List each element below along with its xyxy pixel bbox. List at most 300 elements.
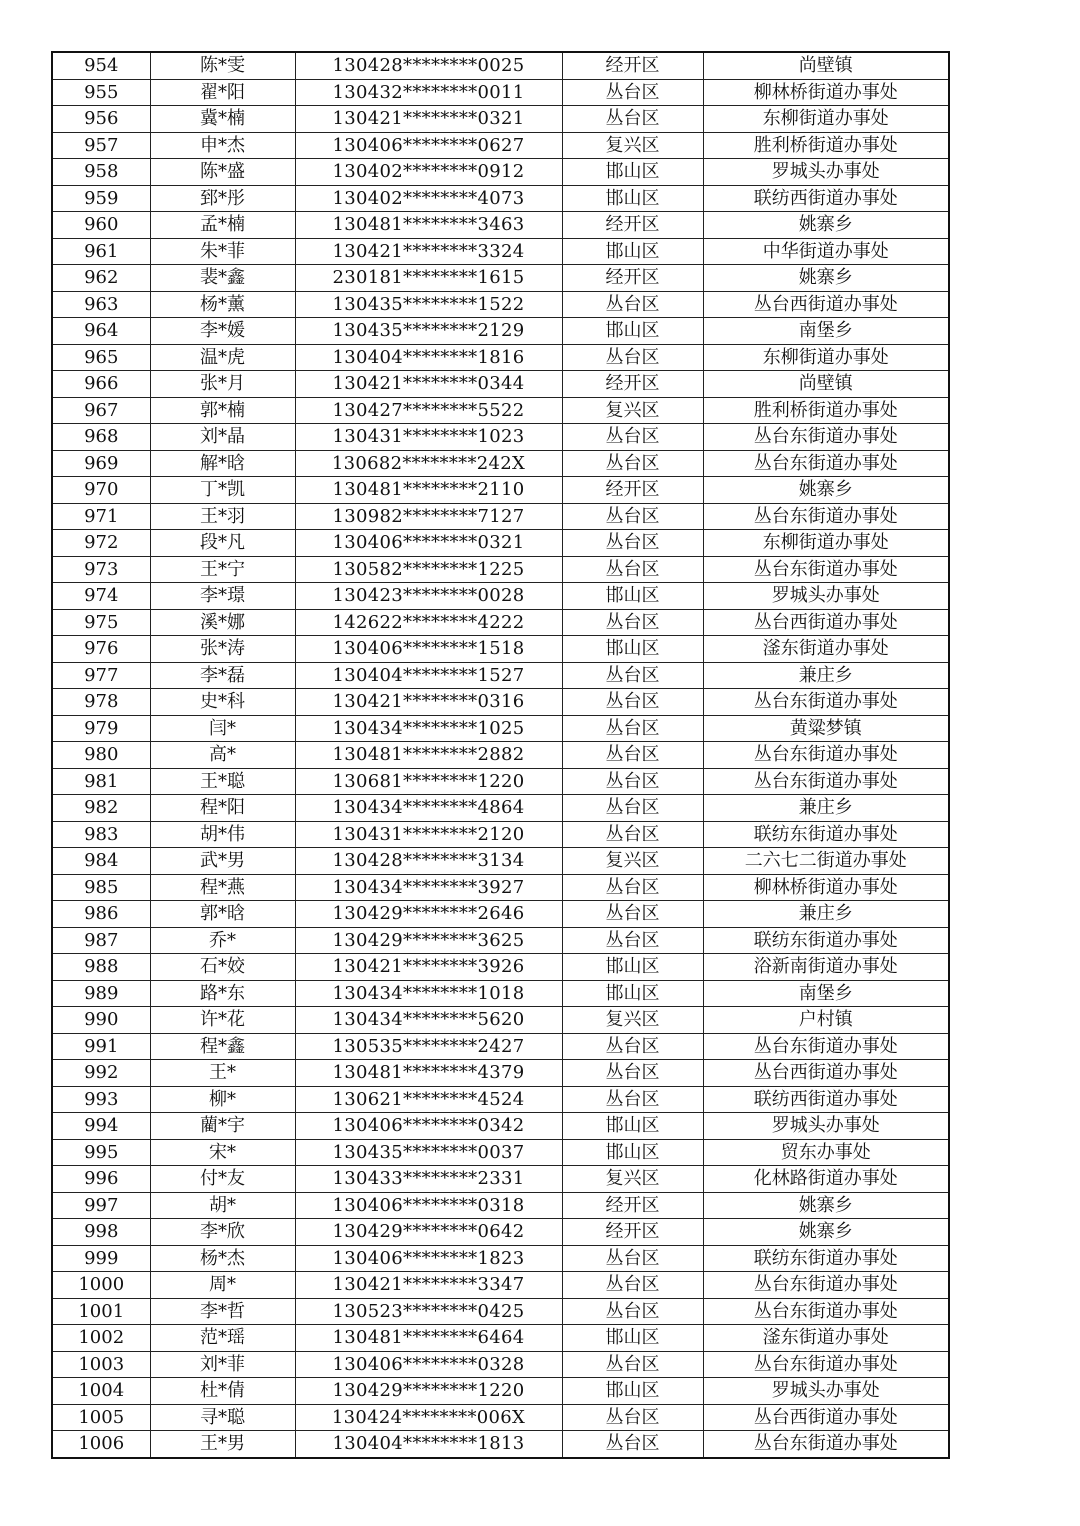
street-office-cell: 兼庄乡 <box>703 795 949 822</box>
id-number-cell: 130428********0025 <box>295 52 562 79</box>
id-number-cell: 130421********3324 <box>295 238 562 265</box>
street-office-cell: 姚寨乡 <box>703 477 949 504</box>
name-cell: 史*科 <box>150 689 295 716</box>
id-number-cell: 130423********0028 <box>295 583 562 610</box>
table-row <box>52 503 949 530</box>
name-cell: 寻*聪 <box>150 1404 295 1431</box>
table-row <box>52 1404 949 1431</box>
name-cell: 段*凡 <box>150 530 295 557</box>
id-number-cell: 130406********0328 <box>295 1351 562 1378</box>
district-cell: 经开区 <box>562 52 703 79</box>
name-cell: 刘*菲 <box>150 1351 295 1378</box>
district-cell: 邯山区 <box>562 1139 703 1166</box>
name-cell: 陈*雯 <box>150 52 295 79</box>
row-number-cell: 984 <box>52 848 150 875</box>
table-row <box>52 344 949 371</box>
name-cell: 路*东 <box>150 980 295 1007</box>
name-cell: 冀*楠 <box>150 106 295 133</box>
district-cell: 复兴区 <box>562 1166 703 1193</box>
district-cell: 邯山区 <box>562 583 703 610</box>
district-cell: 丛台区 <box>562 530 703 557</box>
id-number-cell: 130481********4379 <box>295 1060 562 1087</box>
table-row <box>52 371 949 398</box>
street-office-cell: 丛台西街道办事处 <box>703 291 949 318</box>
table-row <box>52 212 949 239</box>
street-office-cell: 姚寨乡 <box>703 265 949 292</box>
name-cell: 朱*菲 <box>150 238 295 265</box>
id-number-cell: 130434********3927 <box>295 874 562 901</box>
roster-table-body <box>52 52 949 1458</box>
street-office-cell: 浴新南街道办事处 <box>703 954 949 981</box>
row-number-cell: 1004 <box>52 1378 150 1405</box>
street-office-cell: 姚寨乡 <box>703 1192 949 1219</box>
id-number-cell: 130402********0912 <box>295 159 562 186</box>
row-number-cell: 970 <box>52 477 150 504</box>
table-row <box>52 1166 949 1193</box>
name-cell: 程*鑫 <box>150 1033 295 1060</box>
id-number-cell: 130435********2129 <box>295 318 562 345</box>
street-office-cell: 罗城头办事处 <box>703 159 949 186</box>
district-cell: 丛台区 <box>562 1298 703 1325</box>
name-cell: 刘*晶 <box>150 424 295 451</box>
street-office-cell: 丛台东街道办事处 <box>703 1298 949 1325</box>
district-cell: 丛台区 <box>562 715 703 742</box>
table-row <box>52 1113 949 1140</box>
name-cell: 温*虎 <box>150 344 295 371</box>
name-cell: 胡* <box>150 1192 295 1219</box>
district-cell: 丛台区 <box>562 1060 703 1087</box>
street-office-cell: 柳林桥街道办事处 <box>703 79 949 106</box>
street-office-cell: 贸东办事处 <box>703 1139 949 1166</box>
table-row <box>52 662 949 689</box>
row-number-cell: 961 <box>52 238 150 265</box>
id-number-cell: 130435********0037 <box>295 1139 562 1166</box>
name-cell: 王*羽 <box>150 503 295 530</box>
district-cell: 邯山区 <box>562 1378 703 1405</box>
name-cell: 孟*楠 <box>150 212 295 239</box>
id-number-cell: 130406********0627 <box>295 132 562 159</box>
table-row <box>52 52 949 79</box>
id-number-cell: 130481********2882 <box>295 742 562 769</box>
row-number-cell: 994 <box>52 1113 150 1140</box>
district-cell: 邯山区 <box>562 636 703 663</box>
id-number-cell: 230181********1615 <box>295 265 562 292</box>
table-row <box>52 1192 949 1219</box>
table-row <box>52 1007 949 1034</box>
district-cell: 复兴区 <box>562 132 703 159</box>
id-number-cell: 130402********4073 <box>295 185 562 212</box>
district-cell: 邯山区 <box>562 185 703 212</box>
table-row <box>52 1272 949 1299</box>
district-cell: 丛台区 <box>562 1272 703 1299</box>
street-office-cell: 罗城头办事处 <box>703 583 949 610</box>
district-cell: 丛台区 <box>562 927 703 954</box>
district-cell: 邯山区 <box>562 238 703 265</box>
row-number-cell: 972 <box>52 530 150 557</box>
name-cell: 郭*晗 <box>150 901 295 928</box>
name-cell: 王*宁 <box>150 556 295 583</box>
district-cell: 经开区 <box>562 477 703 504</box>
name-cell: 程*阳 <box>150 795 295 822</box>
row-number-cell: 997 <box>52 1192 150 1219</box>
id-number-cell: 130431********1023 <box>295 424 562 451</box>
street-office-cell: 联纺东街道办事处 <box>703 927 949 954</box>
district-cell: 丛台区 <box>562 450 703 477</box>
id-number-cell: 130404********1816 <box>295 344 562 371</box>
row-number-cell: 959 <box>52 185 150 212</box>
id-number-cell: 130406********1823 <box>295 1245 562 1272</box>
row-number-cell: 969 <box>52 450 150 477</box>
table-row <box>52 1033 949 1060</box>
table-row <box>52 980 949 1007</box>
id-number-cell: 130434********1018 <box>295 980 562 1007</box>
row-number-cell: 1001 <box>52 1298 150 1325</box>
name-cell: 丁*凯 <box>150 477 295 504</box>
name-cell: 范*瑶 <box>150 1325 295 1352</box>
district-cell: 丛台区 <box>562 291 703 318</box>
street-office-cell: 丛台东街道办事处 <box>703 1351 949 1378</box>
street-office-cell: 丛台西街道办事处 <box>703 1404 949 1431</box>
street-office-cell: 兼庄乡 <box>703 901 949 928</box>
name-cell: 翟*阳 <box>150 79 295 106</box>
table-row <box>52 1139 949 1166</box>
street-office-cell: 户村镇 <box>703 1007 949 1034</box>
street-office-cell: 兼庄乡 <box>703 662 949 689</box>
table-row <box>52 450 949 477</box>
district-cell: 丛台区 <box>562 1431 703 1458</box>
row-number-cell: 960 <box>52 212 150 239</box>
table-row <box>52 1086 949 1113</box>
district-cell: 丛台区 <box>562 609 703 636</box>
id-number-cell: 130421********0316 <box>295 689 562 716</box>
id-number-cell: 130682********242X <box>295 450 562 477</box>
street-office-cell: 丛台东街道办事处 <box>703 1431 949 1458</box>
district-cell: 经开区 <box>562 212 703 239</box>
table-row <box>52 79 949 106</box>
table-row <box>52 742 949 769</box>
name-cell: 解*晗 <box>150 450 295 477</box>
name-cell: 申*杰 <box>150 132 295 159</box>
id-number-cell: 130435********1522 <box>295 291 562 318</box>
street-office-cell: 联纺东街道办事处 <box>703 821 949 848</box>
name-cell: 溪*娜 <box>150 609 295 636</box>
id-number-cell: 130404********1813 <box>295 1431 562 1458</box>
name-cell: 郅*彤 <box>150 185 295 212</box>
table-row <box>52 556 949 583</box>
row-number-cell: 988 <box>52 954 150 981</box>
table-row <box>52 954 949 981</box>
id-number-cell: 130481********3463 <box>295 212 562 239</box>
id-number-cell: 130406********1518 <box>295 636 562 663</box>
district-cell: 丛台区 <box>562 503 703 530</box>
district-cell: 邯山区 <box>562 318 703 345</box>
table-row <box>52 530 949 557</box>
street-office-cell: 胜利桥街道办事处 <box>703 397 949 424</box>
id-number-cell: 130404********1527 <box>295 662 562 689</box>
row-number-cell: 965 <box>52 344 150 371</box>
table-row <box>52 609 949 636</box>
district-cell: 丛台区 <box>562 689 703 716</box>
street-office-cell: 滏东街道办事处 <box>703 1325 949 1352</box>
street-office-cell: 丛台东街道办事处 <box>703 503 949 530</box>
id-number-cell: 130421********0344 <box>295 371 562 398</box>
district-cell: 邯山区 <box>562 159 703 186</box>
street-office-cell: 东柳街道办事处 <box>703 106 949 133</box>
id-number-cell: 130429********0642 <box>295 1219 562 1246</box>
row-number-cell: 956 <box>52 106 150 133</box>
district-cell: 丛台区 <box>562 1404 703 1431</box>
table-row <box>52 1219 949 1246</box>
district-cell: 经开区 <box>562 265 703 292</box>
street-office-cell: 滏东街道办事处 <box>703 636 949 663</box>
row-number-cell: 1000 <box>52 1272 150 1299</box>
name-cell: 李*磊 <box>150 662 295 689</box>
table-row <box>52 848 949 875</box>
district-cell: 丛台区 <box>562 901 703 928</box>
id-number-cell: 130434********1025 <box>295 715 562 742</box>
name-cell: 陈*盛 <box>150 159 295 186</box>
name-cell: 杜*倩 <box>150 1378 295 1405</box>
row-number-cell: 962 <box>52 265 150 292</box>
name-cell: 张*月 <box>150 371 295 398</box>
row-number-cell: 981 <box>52 768 150 795</box>
street-office-cell: 中华街道办事处 <box>703 238 949 265</box>
table-row <box>52 821 949 848</box>
district-cell: 邯山区 <box>562 954 703 981</box>
row-number-cell: 980 <box>52 742 150 769</box>
name-cell: 周* <box>150 1272 295 1299</box>
name-cell: 杨*薰 <box>150 291 295 318</box>
name-cell: 王* <box>150 1060 295 1087</box>
row-number-cell: 975 <box>52 609 150 636</box>
id-number-cell: 130431********2120 <box>295 821 562 848</box>
table-row <box>52 185 949 212</box>
name-cell: 闫* <box>150 715 295 742</box>
street-office-cell: 丛台东街道办事处 <box>703 742 949 769</box>
table-row <box>52 1245 949 1272</box>
row-number-cell: 1006 <box>52 1431 150 1458</box>
district-cell: 丛台区 <box>562 795 703 822</box>
row-number-cell: 958 <box>52 159 150 186</box>
id-number-cell: 130434********4864 <box>295 795 562 822</box>
id-number-cell: 130406********0318 <box>295 1192 562 1219</box>
street-office-cell: 丛台东街道办事处 <box>703 768 949 795</box>
table-row <box>52 397 949 424</box>
district-cell: 丛台区 <box>562 344 703 371</box>
street-office-cell: 姚寨乡 <box>703 1219 949 1246</box>
name-cell: 乔* <box>150 927 295 954</box>
row-number-cell: 979 <box>52 715 150 742</box>
table-row <box>52 795 949 822</box>
district-cell: 复兴区 <box>562 848 703 875</box>
district-cell: 经开区 <box>562 1192 703 1219</box>
name-cell: 郭*楠 <box>150 397 295 424</box>
name-cell: 李*璟 <box>150 583 295 610</box>
name-cell: 胡*伟 <box>150 821 295 848</box>
row-number-cell: 955 <box>52 79 150 106</box>
id-number-cell: 130481********2110 <box>295 477 562 504</box>
table-row <box>52 901 949 928</box>
id-number-cell: 130421********0321 <box>295 106 562 133</box>
street-office-cell: 丛台东街道办事处 <box>703 1033 949 1060</box>
id-number-cell: 130434********5620 <box>295 1007 562 1034</box>
table-row <box>52 106 949 133</box>
row-number-cell: 966 <box>52 371 150 398</box>
table-row <box>52 291 949 318</box>
district-cell: 邯山区 <box>562 1113 703 1140</box>
name-cell: 杨*杰 <box>150 1245 295 1272</box>
row-number-cell: 968 <box>52 424 150 451</box>
id-number-cell: 130424********006X <box>295 1404 562 1431</box>
row-number-cell: 976 <box>52 636 150 663</box>
row-number-cell: 985 <box>52 874 150 901</box>
street-office-cell: 丛台东街道办事处 <box>703 556 949 583</box>
district-cell: 丛台区 <box>562 768 703 795</box>
row-number-cell: 999 <box>52 1245 150 1272</box>
street-office-cell: 丛台西街道办事处 <box>703 1060 949 1087</box>
street-office-cell: 丛台西街道办事处 <box>703 609 949 636</box>
table-row <box>52 1378 949 1405</box>
district-cell: 丛台区 <box>562 742 703 769</box>
street-office-cell: 联纺西街道办事处 <box>703 185 949 212</box>
street-office-cell: 罗城头办事处 <box>703 1378 949 1405</box>
name-cell: 王*男 <box>150 1431 295 1458</box>
name-cell: 许*花 <box>150 1007 295 1034</box>
district-cell: 邯山区 <box>562 1325 703 1352</box>
street-office-cell: 联纺西街道办事处 <box>703 1086 949 1113</box>
table-row <box>52 583 949 610</box>
district-cell: 丛台区 <box>562 874 703 901</box>
id-number-cell: 130621********4524 <box>295 1086 562 1113</box>
street-office-cell: 罗城头办事处 <box>703 1113 949 1140</box>
street-office-cell: 姚寨乡 <box>703 212 949 239</box>
row-number-cell: 954 <box>52 52 150 79</box>
name-cell: 王*聪 <box>150 768 295 795</box>
district-cell: 邯山区 <box>562 980 703 1007</box>
name-cell: 李*欣 <box>150 1219 295 1246</box>
district-cell: 丛台区 <box>562 662 703 689</box>
name-cell: 柳* <box>150 1086 295 1113</box>
name-cell: 石*姣 <box>150 954 295 981</box>
id-number-cell: 130433********2331 <box>295 1166 562 1193</box>
row-number-cell: 963 <box>52 291 150 318</box>
table-row <box>52 636 949 663</box>
street-office-cell: 东柳街道办事处 <box>703 344 949 371</box>
roster-table <box>51 51 950 1459</box>
street-office-cell: 黄粱梦镇 <box>703 715 949 742</box>
table-row <box>52 689 949 716</box>
row-number-cell: 996 <box>52 1166 150 1193</box>
row-number-cell: 971 <box>52 503 150 530</box>
row-number-cell: 998 <box>52 1219 150 1246</box>
district-cell: 丛台区 <box>562 106 703 133</box>
street-office-cell: 东柳街道办事处 <box>703 530 949 557</box>
district-cell: 丛台区 <box>562 1351 703 1378</box>
street-office-cell: 丛台东街道办事处 <box>703 1272 949 1299</box>
street-office-cell: 化林路街道办事处 <box>703 1166 949 1193</box>
table-row <box>52 265 949 292</box>
district-cell: 复兴区 <box>562 1007 703 1034</box>
street-office-cell: 联纺东街道办事处 <box>703 1245 949 1272</box>
district-cell: 丛台区 <box>562 1086 703 1113</box>
row-number-cell: 978 <box>52 689 150 716</box>
street-office-cell: 二六七二街道办事处 <box>703 848 949 875</box>
street-office-cell: 丛台东街道办事处 <box>703 424 949 451</box>
street-office-cell: 尚壁镇 <box>703 52 949 79</box>
id-number-cell: 130681********1220 <box>295 768 562 795</box>
row-number-cell: 990 <box>52 1007 150 1034</box>
table-row <box>52 1298 949 1325</box>
name-cell: 付*友 <box>150 1166 295 1193</box>
table-row <box>52 768 949 795</box>
street-office-cell: 南堡乡 <box>703 980 949 1007</box>
table-row <box>52 238 949 265</box>
row-number-cell: 1002 <box>52 1325 150 1352</box>
district-cell: 丛台区 <box>562 79 703 106</box>
name-cell: 张*涛 <box>150 636 295 663</box>
id-number-cell: 130432********0011 <box>295 79 562 106</box>
id-number-cell: 130406********0342 <box>295 1113 562 1140</box>
row-number-cell: 991 <box>52 1033 150 1060</box>
table-row <box>52 477 949 504</box>
id-number-cell: 130428********3134 <box>295 848 562 875</box>
district-cell: 丛台区 <box>562 1033 703 1060</box>
id-number-cell: 130429********3625 <box>295 927 562 954</box>
name-cell: 李*媛 <box>150 318 295 345</box>
row-number-cell: 973 <box>52 556 150 583</box>
row-number-cell: 957 <box>52 132 150 159</box>
district-cell: 复兴区 <box>562 397 703 424</box>
id-number-cell: 130523********0425 <box>295 1298 562 1325</box>
row-number-cell: 974 <box>52 583 150 610</box>
name-cell: 程*燕 <box>150 874 295 901</box>
district-cell: 经开区 <box>562 371 703 398</box>
table-row <box>52 159 949 186</box>
row-number-cell: 989 <box>52 980 150 1007</box>
row-number-cell: 964 <box>52 318 150 345</box>
id-number-cell: 130429********1220 <box>295 1378 562 1405</box>
id-number-cell: 142622********4222 <box>295 609 562 636</box>
name-cell: 高* <box>150 742 295 769</box>
row-number-cell: 977 <box>52 662 150 689</box>
street-office-cell: 丛台东街道办事处 <box>703 450 949 477</box>
name-cell: 藺*宇 <box>150 1113 295 1140</box>
table-row <box>52 1325 949 1352</box>
district-cell: 丛台区 <box>562 556 703 583</box>
street-office-cell: 柳林桥街道办事处 <box>703 874 949 901</box>
table-row <box>52 874 949 901</box>
name-cell: 宋* <box>150 1139 295 1166</box>
id-number-cell: 130406********0321 <box>295 530 562 557</box>
street-office-cell: 丛台东街道办事处 <box>703 689 949 716</box>
table-row <box>52 715 949 742</box>
district-cell: 丛台区 <box>562 1245 703 1272</box>
table-row <box>52 318 949 345</box>
table-row <box>52 1431 949 1458</box>
name-cell: 武*男 <box>150 848 295 875</box>
row-number-cell: 992 <box>52 1060 150 1087</box>
district-cell: 丛台区 <box>562 821 703 848</box>
id-number-cell: 130535********2427 <box>295 1033 562 1060</box>
id-number-cell: 130582********1225 <box>295 556 562 583</box>
table-row <box>52 132 949 159</box>
row-number-cell: 983 <box>52 821 150 848</box>
id-number-cell: 130429********2646 <box>295 901 562 928</box>
row-number-cell: 1003 <box>52 1351 150 1378</box>
row-number-cell: 987 <box>52 927 150 954</box>
street-office-cell: 胜利桥街道办事处 <box>703 132 949 159</box>
street-office-cell: 尚壁镇 <box>703 371 949 398</box>
